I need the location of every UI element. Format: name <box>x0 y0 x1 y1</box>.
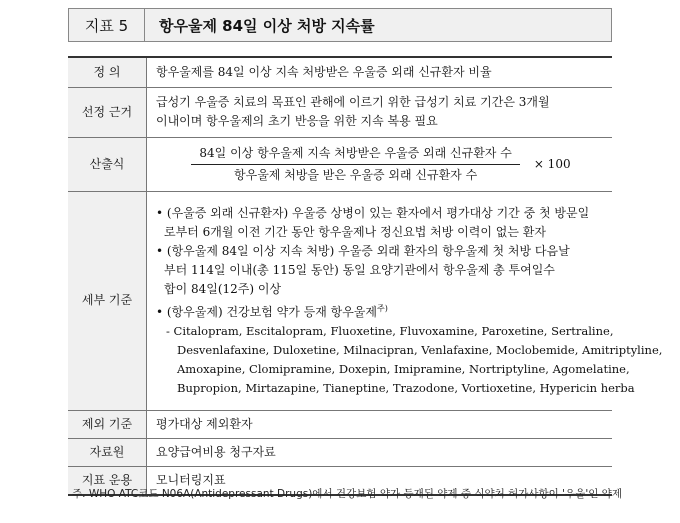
criteria-bullet-2-line-3: 합이 84일(12주) 이상 <box>164 281 282 296</box>
indicator-title: 항우울제 84일 이상 처방 지속률 <box>159 16 375 35</box>
source-text: 요양급여비용 청구자료 <box>147 438 613 466</box>
criteria-bullet-1-line-1: • (우울증 외래 신규환자) 우울증 상병이 있는 환자에서 평가대상 기간 중 첫 방문일 <box>156 205 590 220</box>
rationale-line-2: 이내이며 항우울제의 초기 반응을 위한 지속 복용 필요 <box>156 114 438 128</box>
criteria-bullet-2-line-2: 부터 114일 이내(총 115일 동안) 동일 요양기관에서 항우울제 총 투여일수 <box>164 262 555 277</box>
criteria-bullet-2-line-1: • (항우울제 84일 이상 지속 처방) 우울증 외래 환자의 항우울제 첫 처방 다음날 <box>156 243 570 258</box>
row-rationale <box>68 87 612 137</box>
row-criteria <box>68 191 612 410</box>
drug-list-line-3: Amoxapine, Clomipramine, Doxepin, Imipramine, Nortriptyline, Agomelatine, <box>177 361 630 376</box>
formula-label: 산출식 <box>68 137 147 191</box>
formula-denominator: 항우울제 처방을 받은 우울증 외래 신규환자 수 <box>234 167 478 182</box>
drug-list-line-1: - Citalopram, Escitalopram, Fluoxetine, Fluvoxamine, Paroxetine, Sertraline, <box>166 323 614 338</box>
footnote-marker: 주) <box>377 303 388 313</box>
definition-label: 정 의 <box>68 57 147 87</box>
formula-numerator: 84일 이상 항우울제 지속 처방받은 우울증 외래 신규환자 수 <box>191 144 519 165</box>
indicator-number: 지표 5 <box>69 9 145 41</box>
formula-cell <box>147 137 613 191</box>
rationale-line-1: 급성기 우울증 치료의 목표인 관해에 이르기 위한 급성기 치료 기간은 3개월 <box>156 95 550 109</box>
drug-list-line-4: Bupropion, Mirtazapine, Tianeptine, Trazodone, Vortioxetine, Hypericin herba <box>177 380 635 395</box>
row-exclusion <box>68 410 612 438</box>
exclusion-label: 제외 기준 <box>68 410 147 438</box>
criteria-bullet-1-line-2: 로부터 6개월 이전 기간 동안 항우울제나 정신요법 처방 이력이 없는 환자 <box>164 224 546 239</box>
row-source <box>68 438 612 466</box>
criteria-bullet-3 <box>156 299 606 322</box>
indicator-title-bar <box>68 8 612 42</box>
formula-multiplier: × 100 <box>533 156 571 171</box>
criteria-cell <box>147 191 663 410</box>
formula <box>156 142 606 187</box>
rationale-label: 선정 근거 <box>68 87 147 137</box>
row-definition <box>68 57 612 87</box>
usage-text: 모니터링지표 <box>147 466 613 495</box>
drug-list <box>156 322 663 398</box>
drug-list-line-2: Desvenlafaxine, Duloxetine, Milnacipran, Venlafaxine, Moclobemide, Amitriptyline, <box>177 342 663 357</box>
footnote: 주. WHO ATC코드 N06A(Antidepressant Drugs)에서 건강보험 약가 등재된 약제 중 식약처 허가사항이 '우울'인 약제 <box>72 488 622 500</box>
formula-fraction <box>191 144 519 185</box>
source-label: 자료원 <box>68 438 147 466</box>
definition-text: 항우울제를 84일 이상 지속 처방받은 우울증 외래 신규환자 비율 <box>147 57 613 87</box>
rationale-text <box>147 87 613 137</box>
criteria-label: 세부 기준 <box>68 191 147 410</box>
usage-label: 지표 운용 <box>68 466 147 495</box>
exclusion-text: 평가대상 제외환자 <box>147 410 613 438</box>
row-formula <box>68 137 612 191</box>
criteria-bullet-3-text: • (항우울제) 건강보험 약가 등재 항우울제 <box>156 304 377 319</box>
indicator-table <box>68 56 663 496</box>
